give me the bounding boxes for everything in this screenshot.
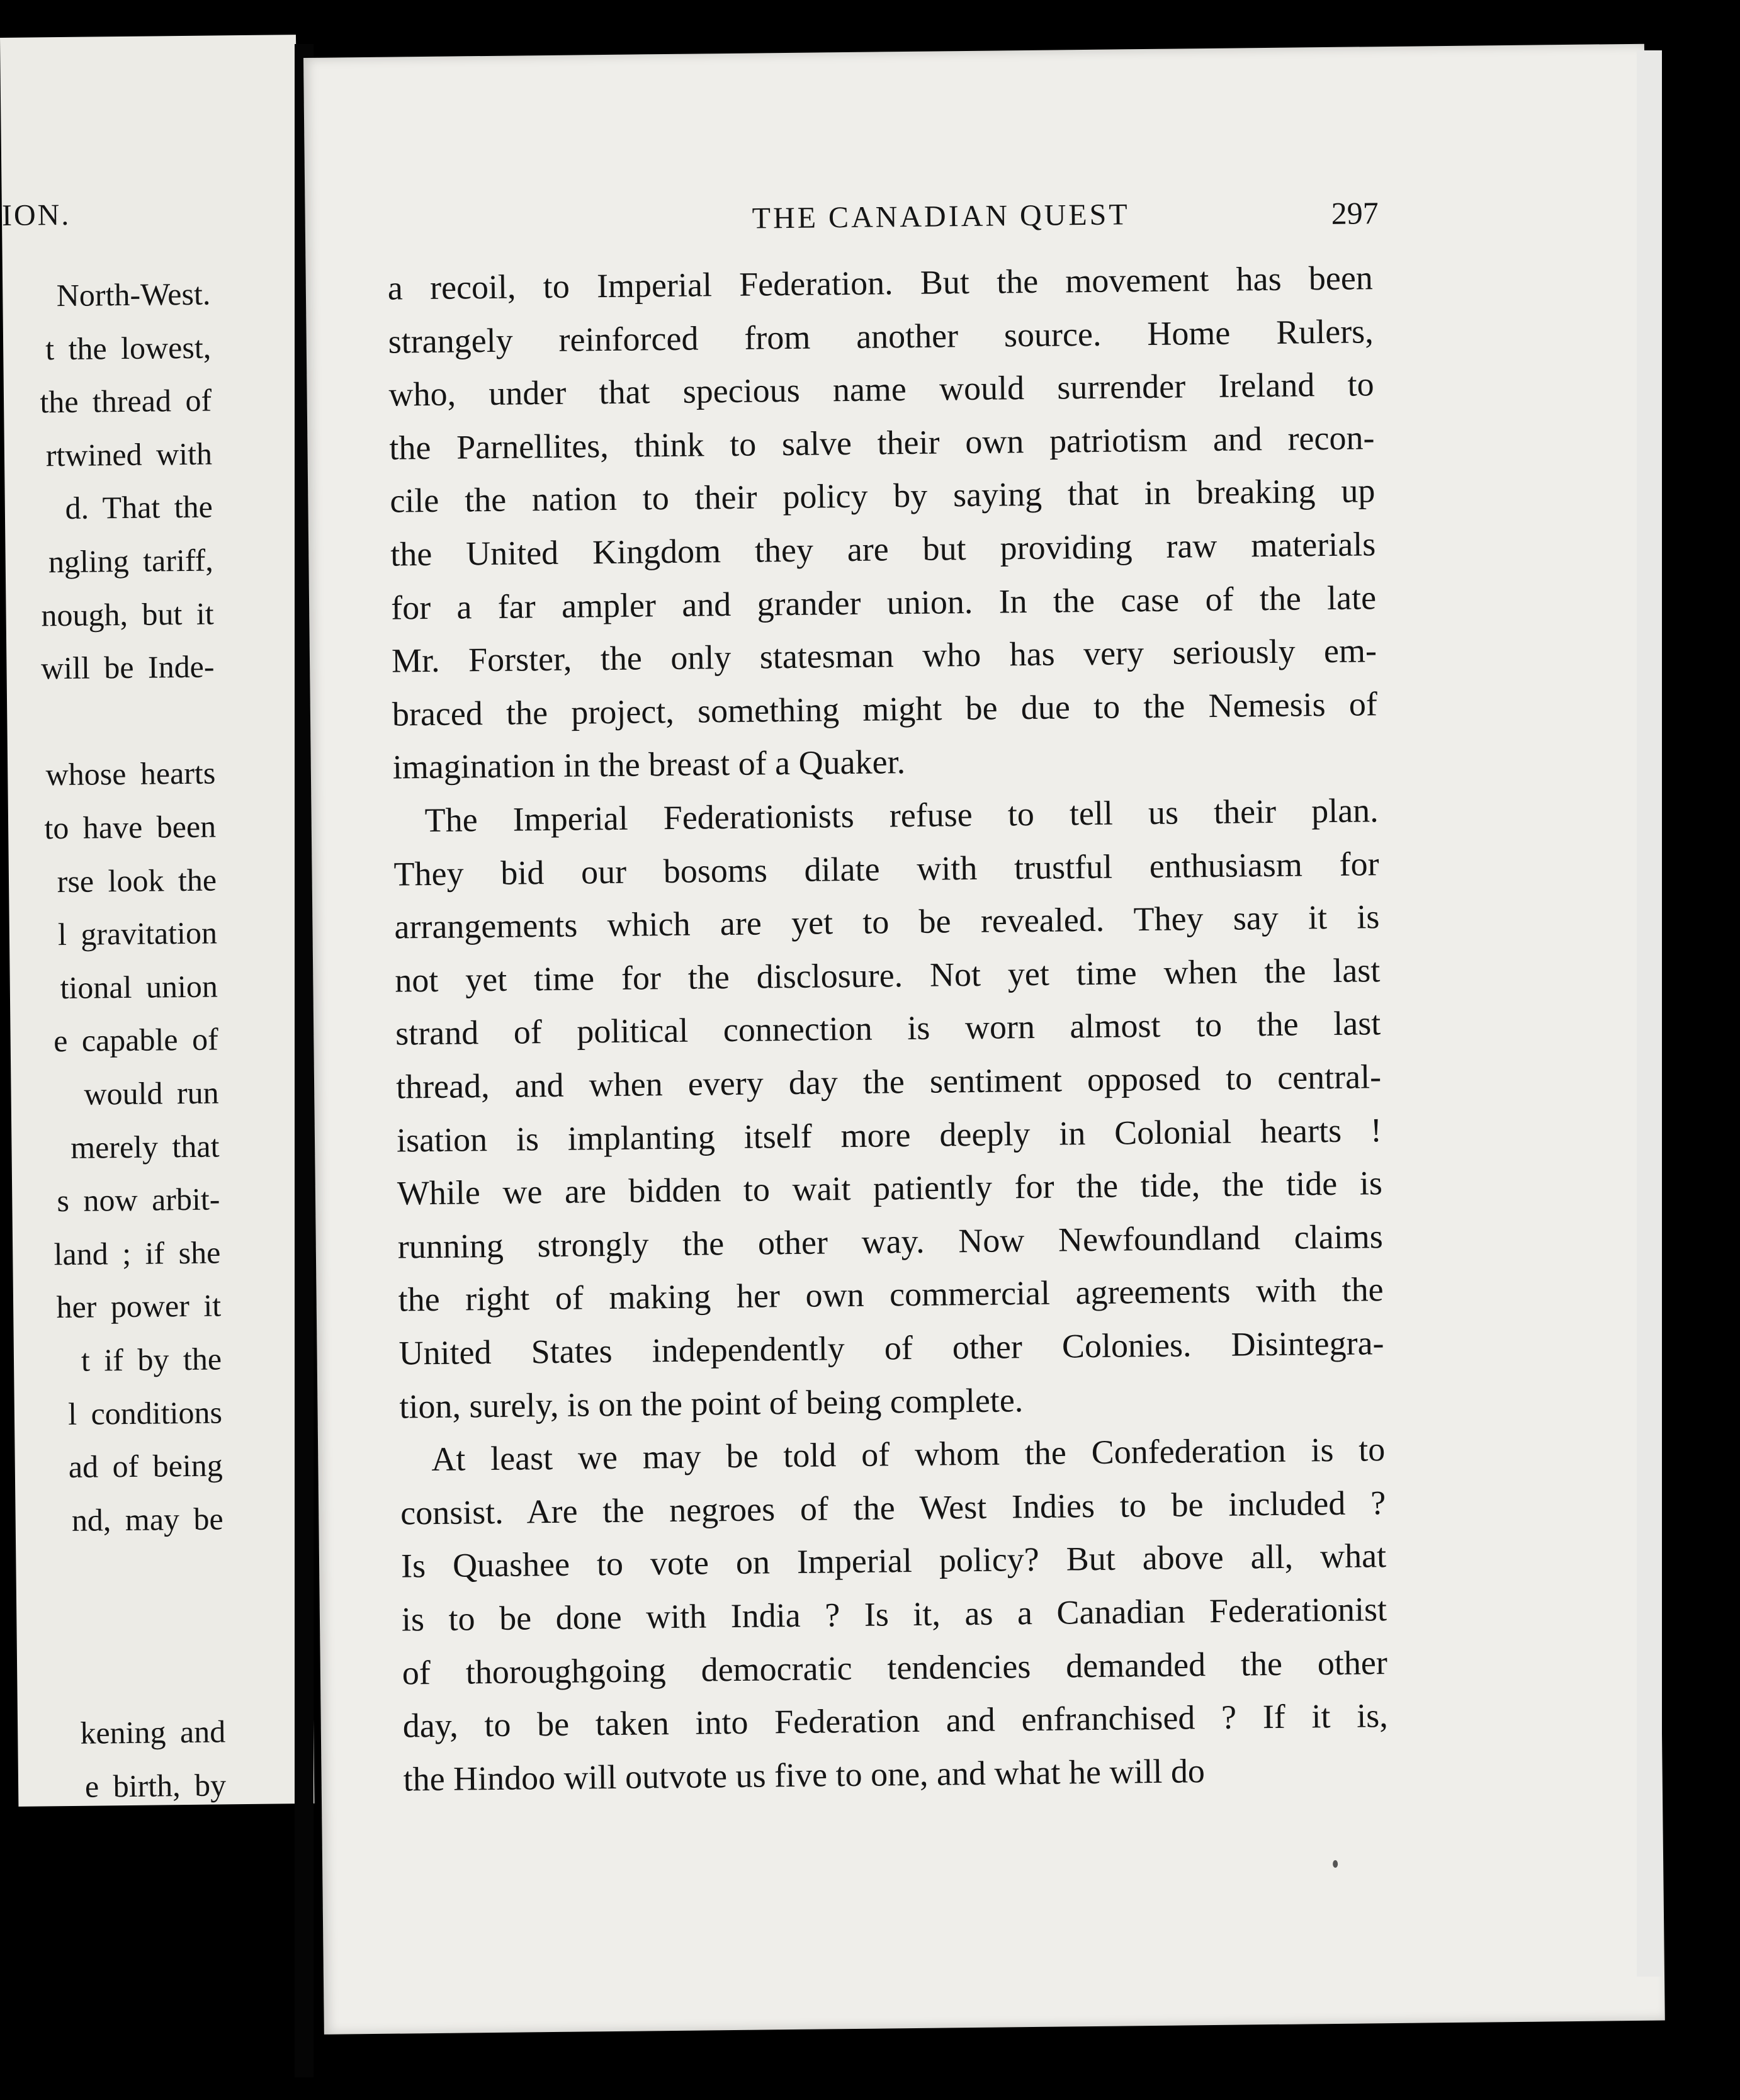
left-page-line: e capable of — [53, 1021, 218, 1059]
text-line: for a far ampler and grander union. In the case of the late — [390, 578, 1377, 627]
text-line: The Imperial Federationists refuse to tell us their plan. — [424, 791, 1379, 840]
left-page-line: land ; if she — [54, 1234, 221, 1272]
text-line: Mr. Forster, the only statesman who has very seriously em- — [391, 631, 1377, 680]
left-page-line: tional union — [60, 968, 218, 1005]
text-line: braced the project, something might be due to the Nemesis of — [392, 684, 1378, 733]
text-line: a recoil, to Imperial Federation. But the movement has been — [387, 259, 1374, 307]
left-page-line: her power it — [56, 1287, 222, 1325]
text-line: who, under that specious name would surrender Ireland to — [388, 365, 1374, 414]
left-page-text — [0, 36, 227, 1804]
text-line: While we are bidden to wait patiently for the tide, the tide is — [397, 1164, 1383, 1212]
text-line: United States independently of other Colonies. Disintegra- — [398, 1324, 1384, 1372]
text-line: is to be done with India ? Is it, as a Canadian Federationist — [401, 1590, 1387, 1639]
book-edge — [1637, 50, 1662, 1977]
text-line: the Parnellites, think to salve their own patriotism and recon- — [389, 419, 1375, 467]
left-page-line: l conditions — [67, 1394, 223, 1431]
left-page-line: s now arbit- — [57, 1181, 220, 1219]
text-line: At least we may be told of whom the Confederation is to — [431, 1430, 1386, 1479]
text-line: They bid our bosoms dilate with trustful enthusiasm for — [393, 844, 1379, 893]
left-page-line: nough, but it — [41, 596, 214, 633]
text-line: the United Kingdom they are but providing raw materials — [390, 525, 1376, 573]
page-number: 297 — [1331, 195, 1379, 231]
left-page-line: nd, may be — [71, 1501, 223, 1538]
text-line: day, to be taken into Federation and enfranchised ? If it is, — [402, 1696, 1388, 1745]
text-line: of thoroughgoing democratic tendencies demanded the other — [402, 1643, 1388, 1692]
page-header — [305, 192, 1646, 250]
running-title: THE CANADIAN QUEST — [752, 198, 1130, 235]
left-page-line: would run — [84, 1075, 219, 1112]
right-page — [303, 44, 1665, 2035]
left-page-line: rse look the — [57, 862, 217, 899]
left-page-line: whose hearts — [45, 755, 216, 793]
text-line: cile the nation to their policy by saying that in breaking up — [390, 471, 1376, 520]
text-line: consist. Are the negroes of the West Indies to be included ? — [400, 1483, 1386, 1532]
left-page-line: North-West. — [56, 276, 211, 313]
text-line: strand of political connection is worn almost to the last — [395, 1004, 1381, 1053]
body-text — [387, 259, 1388, 1798]
left-page-line: l gravitation — [57, 915, 218, 952]
left-page-line: kening and — [80, 1713, 226, 1751]
text-line: arrangements which are yet to be revealed. They say it is — [394, 898, 1380, 946]
left-page-line: ngling tariff, — [48, 542, 213, 580]
text-line: tion, surely, is on the point of being complete. — [399, 1380, 1024, 1426]
left-page-line: e birth, by — [84, 1767, 227, 1804]
text-line: running strongly the other way. Now Newfoundland claims — [397, 1217, 1384, 1266]
left-page-line: merely that — [70, 1128, 220, 1165]
left-running-head: ION. — [1, 198, 71, 232]
text-line: not yet time for the disclosure. Not yet time when the last — [395, 951, 1381, 1000]
text-line: Is Quashee to vote on Imperial policy? But above all, what — [400, 1537, 1387, 1585]
left-page-line: to have been — [44, 808, 217, 846]
left-page-line: t the lowest, — [45, 329, 212, 366]
text-line: thread, and when every day the sentiment opposed to central- — [395, 1058, 1382, 1106]
text-line: the right of making her own commercial agreements with the — [398, 1270, 1384, 1319]
left-page-line: the thread of — [40, 382, 212, 420]
text-line: imagination in the breast of a Quaker. — [392, 743, 906, 786]
left-page-line: rtwined with — [45, 436, 213, 473]
text-line: strangely reinforced from another source. Home Rulers, — [388, 312, 1374, 361]
text-line: isation is implanting itself more deeply in Colonial hearts ! — [396, 1110, 1382, 1160]
text-line: the Hindoo will outvote us five to one, and what he will do — [403, 1751, 1206, 1798]
left-page-line: d. That the — [65, 488, 213, 526]
left-page-line: will be Inde- — [40, 648, 215, 686]
left-page-line: t if by the — [81, 1341, 222, 1378]
paper-speck — [1333, 1860, 1338, 1868]
left-page-line: ad of being — [68, 1447, 223, 1485]
left-facing-page — [0, 35, 314, 1807]
